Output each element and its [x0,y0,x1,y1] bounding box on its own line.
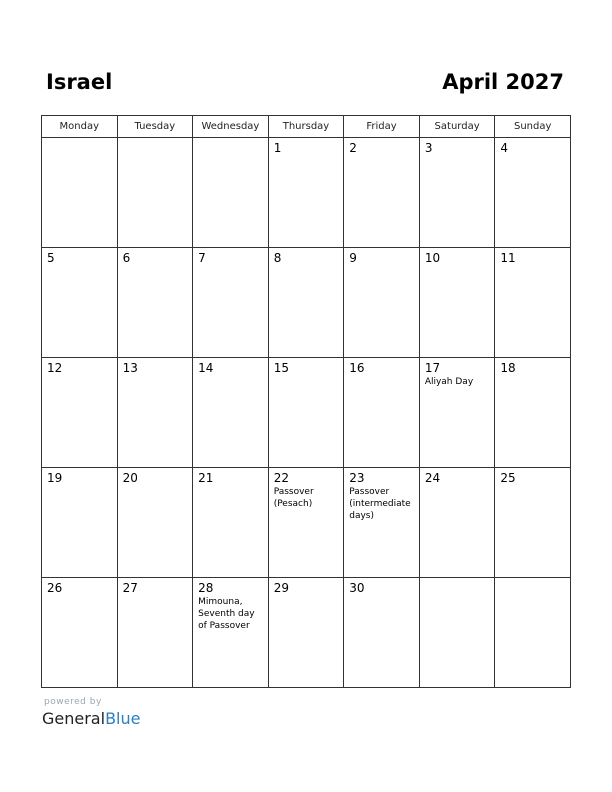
day-cell-content [269,358,344,378]
week-row [42,138,571,248]
brand-general-text: General [42,709,106,728]
day-cell-content [344,468,419,525]
day-cell [495,248,571,358]
day-cell-content [269,138,344,158]
day-number: 19 [47,471,63,485]
holiday-label: Mimouna, Seventh day of Passover [198,597,255,631]
day-cell [495,358,571,468]
day-number: 25 [500,471,516,485]
day-cell [268,468,344,578]
day-cell-content [495,358,570,378]
day-cell [344,358,420,468]
day-cell [495,138,571,248]
day-cell-content [344,248,419,268]
day-cell-content [495,138,570,158]
week-row [42,248,571,358]
day-number: 30 [349,581,365,595]
week-row [42,358,571,468]
day-cell-content [193,358,268,378]
day-cell-content [344,358,419,378]
day-cell-content [118,468,193,488]
brand-logo[interactable] [42,709,140,728]
day-number: 15 [273,361,289,375]
day-cell [193,468,269,578]
day-cell-content [420,468,495,488]
day-cell [42,358,118,468]
day-number: 3 [424,141,433,155]
day-cell [117,138,193,248]
powered-by-label: powered by [44,697,102,707]
day-number: 20 [122,471,138,485]
day-number: 11 [500,251,516,265]
day-cell [193,358,269,468]
day-cell [495,468,571,578]
day-cell-content [269,578,344,598]
weekday-header: Sunday [495,116,571,138]
day-number: 28 [198,581,214,595]
day-number: 17 [424,361,441,375]
day-number: 8 [273,251,282,265]
day-cell-content [118,358,193,378]
holiday-label: Passover (intermediate days) [349,487,411,521]
day-cell-content [42,248,117,268]
day-cell [419,138,495,248]
day-number: 23 [349,471,365,485]
day-number: 26 [47,581,63,595]
day-cell [419,578,495,688]
day-number: 7 [198,251,206,265]
day-number: 2 [349,141,357,155]
day-number: 18 [500,361,516,375]
day-number: 9 [349,251,357,265]
day-cell [42,138,118,248]
day-number: 13 [122,361,138,375]
day-cell [42,578,118,688]
day-cell [268,358,344,468]
day-cell-content [42,138,117,144]
day-number: 27 [122,581,138,595]
day-number: 24 [424,471,441,485]
weekday-header: Friday [344,116,420,138]
day-number: 4 [500,141,509,155]
day-cell-content [118,248,193,268]
day-number: 21 [198,471,214,485]
day-number: 29 [273,581,289,595]
weekday-header: Monday [42,116,118,138]
day-cell-content [420,248,495,268]
day-number: 12 [47,361,63,375]
weekday-header: Thursday [268,116,344,138]
day-cell-content [118,578,193,598]
weekday-header: Saturday [419,116,495,138]
day-cell [344,138,420,248]
day-cell-content [420,578,495,584]
day-cell-content [344,578,419,598]
holiday-label: Aliyah Day [424,377,474,387]
day-cell [117,358,193,468]
day-number: 6 [122,251,131,265]
holiday-label: Passover (Pesach) [273,487,314,509]
country-title: Israel [46,70,113,94]
day-cell-content [42,358,117,378]
day-number: 22 [273,471,289,485]
day-cell [117,248,193,358]
day-cell [268,248,344,358]
day-cell-content [193,138,268,144]
day-cell-content [193,578,268,635]
day-number: 14 [198,361,214,375]
weekday-header: Tuesday [117,116,193,138]
brand-blue-text: Blue [105,709,141,728]
day-cell-content [193,248,268,268]
day-cell [193,248,269,358]
day-cell [193,578,269,688]
day-cell-content [495,468,570,488]
month-year-title: April 2027 [442,70,564,94]
day-cell [268,578,344,688]
day-number: 10 [424,251,441,265]
day-cell-content [42,578,117,598]
weekday-header: Wednesday [193,116,269,138]
day-number: 5 [47,251,55,265]
day-cell [419,468,495,578]
calendar-grid [41,115,571,688]
day-cell-content [269,248,344,268]
day-number: 1 [273,141,282,155]
day-cell [268,138,344,248]
day-cell-content [495,248,570,268]
day-cell [344,248,420,358]
day-cell [495,578,571,688]
day-cell-content [118,138,193,144]
day-cell-content [42,468,117,488]
day-number: 16 [349,361,365,375]
day-cell-content [344,138,419,158]
day-cell [419,358,495,468]
day-cell [193,138,269,248]
week-row [42,468,571,578]
day-cell-content [193,468,268,488]
day-cell [344,578,420,688]
day-cell-content [420,358,495,391]
day-cell [42,248,118,358]
day-cell [42,468,118,578]
day-cell-content [269,468,344,513]
day-cell-content [495,578,570,584]
day-cell-content [420,138,495,158]
day-cell [117,578,193,688]
weekday-header-row [42,116,571,138]
day-cell [419,248,495,358]
day-cell [117,468,193,578]
day-cell [344,468,420,578]
week-row [42,578,571,688]
